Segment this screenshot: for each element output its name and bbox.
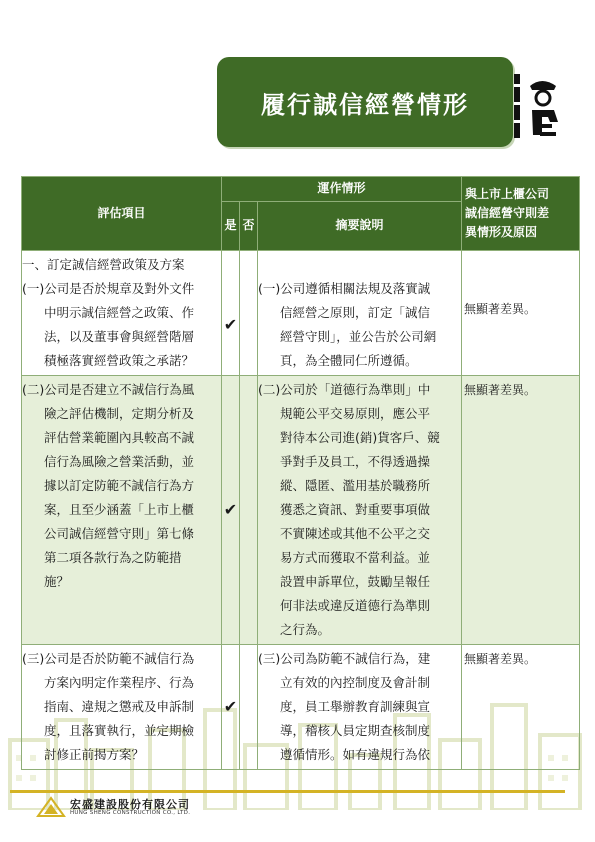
difference-cell: 無顯著差異。 xyxy=(462,645,580,770)
item-cell: (二)公司是否建立不誠信行為風 險之評估機制，定期分析及 評估營業範圍內具較高不誠 信行為風險之營業活動，並 據以訂定防範不誠信行為方 案，且至少涵蓋「上市上櫃 公司誠信經營守則」第七條 第二項各款行為之防範措 施？ xyxy=(22,376,222,645)
worker-icon xyxy=(512,72,562,142)
item-cell: (三)公司是否於防範不誠信行為 方案內明定作業程序、行為 指南、違規之懲戒及申訴制 度，且落實執行，並定期檢 討修正前揭方案？ xyxy=(22,645,222,770)
header-no: 否 xyxy=(240,202,258,251)
section-title: 一、訂定誠信經營政策及方案 xyxy=(22,257,185,272)
difference-cell: 無顯著差異。 xyxy=(462,376,580,645)
no-cell xyxy=(240,376,258,645)
page-title: 履行誠信經營情形 xyxy=(261,90,469,119)
integrity-table xyxy=(21,176,580,770)
yes-check: ✔ xyxy=(222,645,240,770)
header-operation: 運作情形 xyxy=(222,177,462,202)
no-cell xyxy=(240,251,258,376)
no-cell xyxy=(240,645,258,770)
header-difference: 與上市上櫃公司 誠信經營守則差 異情形及原因 xyxy=(462,177,580,251)
summary-cell: (二)公司於「道德行為準則」中 規範公平交易原則，應公平 對待本公司進(銷)貨客戶、競 爭對手及員工，不得透過操 縱、隱匿、濫用基於職務所 獲悉之資訊、對重要事項做 不實陳述或其他不公平之交 易方式而獲取不當利益。並 設置申訴單位，鼓勵呈報任 何非法或違反道德行為準則 之行為。 xyxy=(258,376,462,645)
table-row xyxy=(22,645,580,770)
page-title-banner xyxy=(217,57,513,147)
table-row xyxy=(22,376,580,645)
item-cell: 一、訂定誠信經營政策及方案 (一)公司是否於規章及對外文件 中明示誠信經營之政策、作 法，以及董事會與經營階層 積極落實經營政策之承諾？ xyxy=(22,251,222,376)
header-yes: 是 xyxy=(222,202,240,251)
yes-check: ✔ xyxy=(222,251,240,376)
company-english-name: HUNG SHENG CONSTRUCTION CO., LTD. xyxy=(70,810,191,816)
company-logo-icon xyxy=(36,796,66,820)
header-item: 評估項目 xyxy=(22,177,222,251)
table-row xyxy=(22,251,580,376)
footer-rule xyxy=(10,790,565,793)
difference-cell: 無顯著差異。 xyxy=(462,251,580,376)
header-summary: 摘要說明 xyxy=(258,202,462,251)
summary-cell: (一)公司遵循相關法規及落實誠 信經營之原則，訂定「誠信 經營守則」，並公告於公司網 頁，為全體同仁所遵循。 xyxy=(258,251,462,376)
summary-cell: (三)公司為防範不誠信行為，建 立有效的內控制度及會計制 度，員工舉辦教育訓練與宣 導，稽核人員定期查核制度 遵循情形。如有違規行為依 xyxy=(258,645,462,770)
yes-check: ✔ xyxy=(222,376,240,645)
company-name: 宏盛建設股份有限公司 xyxy=(70,798,190,811)
